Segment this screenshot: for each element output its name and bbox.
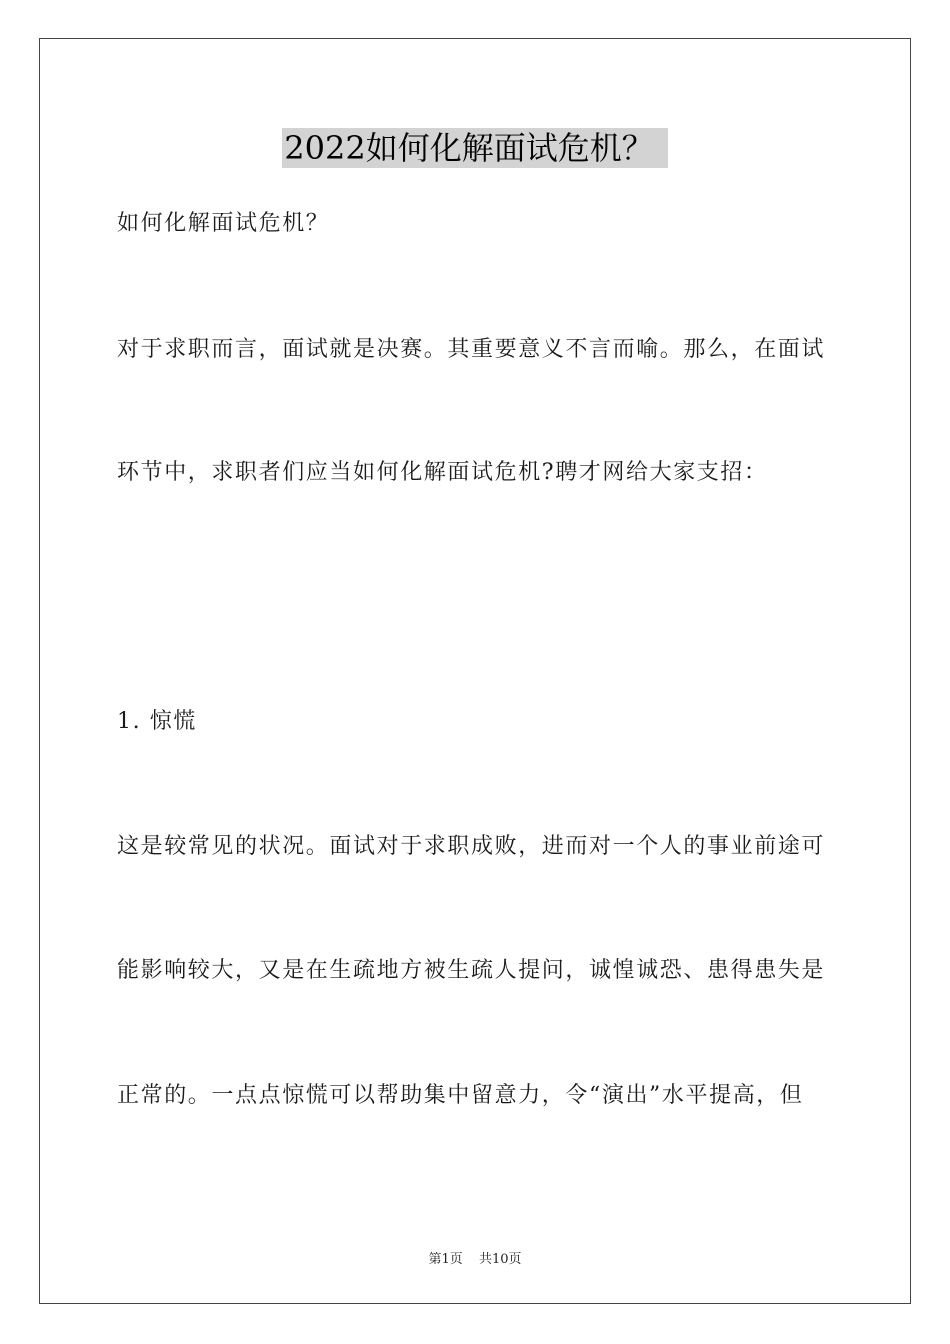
body-line: 能影响较大，又是在生疏地方被生疏人提问，诚惶诚恐、患得患失是 <box>117 958 826 983</box>
body-line: 这是较常见的状况。面试对于求职成败，进而对一个人的事业前途可 <box>117 834 826 859</box>
document-title: 2022如何化解面试危机？ <box>282 128 667 168</box>
page-footer <box>0 1248 950 1267</box>
section-heading: 1. 惊慌 <box>117 709 197 734</box>
title-container <box>0 128 950 168</box>
page-number: 第1页 <box>428 1252 463 1267</box>
subtitle-line: 如何化解面试危机？ <box>117 211 330 236</box>
body-line: 对于求职而言，面试就是决赛。其重要意义不言而喻。那么，在面试 <box>117 337 826 362</box>
body-line: 正常的。一点点惊慌可以帮助集中留意力，令“演出”水平提高，但 <box>117 1083 804 1108</box>
total-pages: 共10页 <box>478 1252 522 1267</box>
body-line: 环节中，求职者们应当如何化解面试危机?聘才网给大家支招： <box>117 460 768 485</box>
